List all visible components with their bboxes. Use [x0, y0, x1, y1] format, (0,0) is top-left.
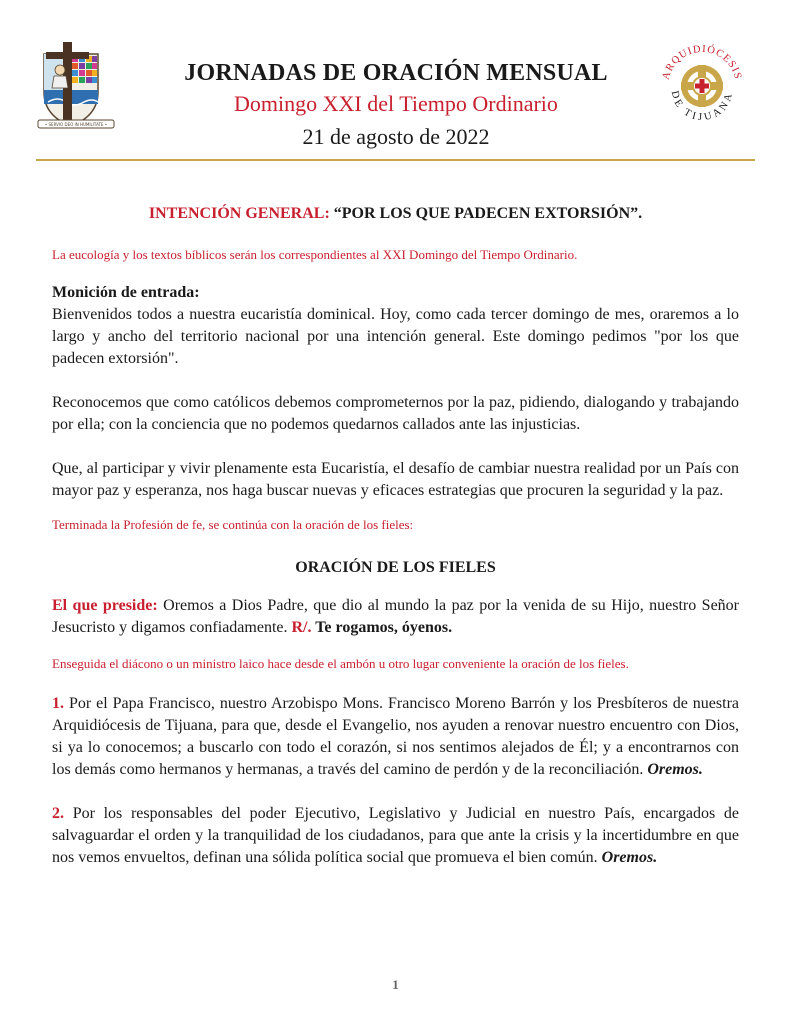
coat-of-arms-ribbon-text: • SERVIO DEO IN HUMILITATE •	[44, 122, 108, 127]
general-intention-label: INTENCIÓN GENERAL:	[148, 205, 330, 222]
document-title: JORNADAS DE ORACIÓN MENSUAL	[184, 60, 608, 86]
general-intention	[52, 203, 739, 225]
response-label: R/.	[291, 619, 312, 636]
general-intention-text: “POR LOS QUE PADECEN EXTORSIÓN”.	[333, 205, 643, 222]
document-header	[140, 58, 652, 154]
petition-number: 1.	[52, 695, 64, 712]
seal-ring-bottom-text: DE TIJUANA	[668, 89, 736, 124]
oracion-fieles-title: ORACIÓN DE LOS FIELES	[295, 559, 496, 576]
rubric-note-eucologia: La eucología y los textos bíblicos serán los correspondientes al XXI Domingo del Tiempo Ordinario.	[52, 247, 578, 262]
diocesan-coat-of-arms-icon	[36, 40, 118, 132]
response-text: Te rogamos, óyenos.	[311, 619, 453, 636]
preside-text: Oremos a Dios Padre, que dio al mundo la paz por la venida de su Hijo, nuestro Señor Jesucristo y digamos confiadamente.	[52, 597, 739, 636]
petition-text: Por el Papa Francisco, nuestro Arzobispo Mons. Francisco Moreno Barrón y los Presbíteros de nuestra Arquidiócesis de Tijuana, para que, desde el Evangelio, nos ayuden a renovar nuestro encuentro con Dios, si ya lo conocemos; a buscarlo con todo el corazón, si nos sentimos alejados de Él; y a encontrarnos con los demás como hermanos y hermanas, a través del camino de perdón y de la reconciliación.	[52, 695, 739, 778]
seal-ring-top-text: ARQUIDIÓCESIS	[660, 43, 744, 82]
petition-paragraph	[52, 803, 739, 869]
document-subtitle: Domingo XXI del Tiempo Ordinario	[234, 91, 558, 116]
petition-closing: Oremos.	[647, 761, 703, 778]
rubric-note-diacono: Enseguida el diácono o un ministro laico hace desde el ambón u otro lugar conveniente la oración de los fieles.	[52, 656, 629, 671]
monicion-heading: Monición de entrada:	[52, 284, 200, 301]
page-number: 1	[392, 977, 399, 992]
arquidiocesis-seal-icon	[656, 40, 748, 132]
header-divider	[36, 159, 755, 161]
monicion-paragraph-1: Bienvenidos todos a nuestra eucaristía dominical. Hoy, como cada tercer domingo de mes, oraremos a lo largo y ancho del territorio nacional por una intención general. Este domingo pedimos "por los que padecen extorsión".	[52, 306, 739, 367]
petition-text: Por los responsables del poder Ejecutivo, Legislativo y Judicial en nuestro País, encargados de salvaguardar el orden y la tranquilidad de los ciudadanos, para que ante la crisis y la incertidumbre en que nos vemos envueltos, definan una sólida política social que promueva el bien común.	[52, 805, 739, 866]
rubric-note-profesion: Terminada la Profesión de fe, se continúa con la oración de los fieles:	[52, 517, 414, 532]
monicion-paragraph-2: Reconocemos que como católicos debemos comprometernos por la paz, pidiendo, dialogando y trabajando por ella; con la conciencia que no podemos quedarnos callados ante las injusticias.	[52, 394, 739, 433]
petition-paragraph	[52, 693, 739, 781]
monicion-paragraph-3: Que, al participar y vivir plenamente esta Eucaristía, el desafío de cambiar nuestra realidad por un País con mayor paz y esperanza, nos haga buscar nuevas y eficaces estrategias que procuren la seguridad y la paz.	[52, 460, 739, 499]
document-date: 21 de agosto de 2022	[302, 124, 490, 149]
document-body	[52, 203, 739, 869]
monicion-section	[52, 282, 739, 502]
preside-label: El que preside:	[52, 597, 158, 614]
petition-closing: Oremos.	[601, 849, 658, 866]
preside-paragraph	[52, 595, 739, 639]
petition-number: 2.	[52, 805, 64, 822]
